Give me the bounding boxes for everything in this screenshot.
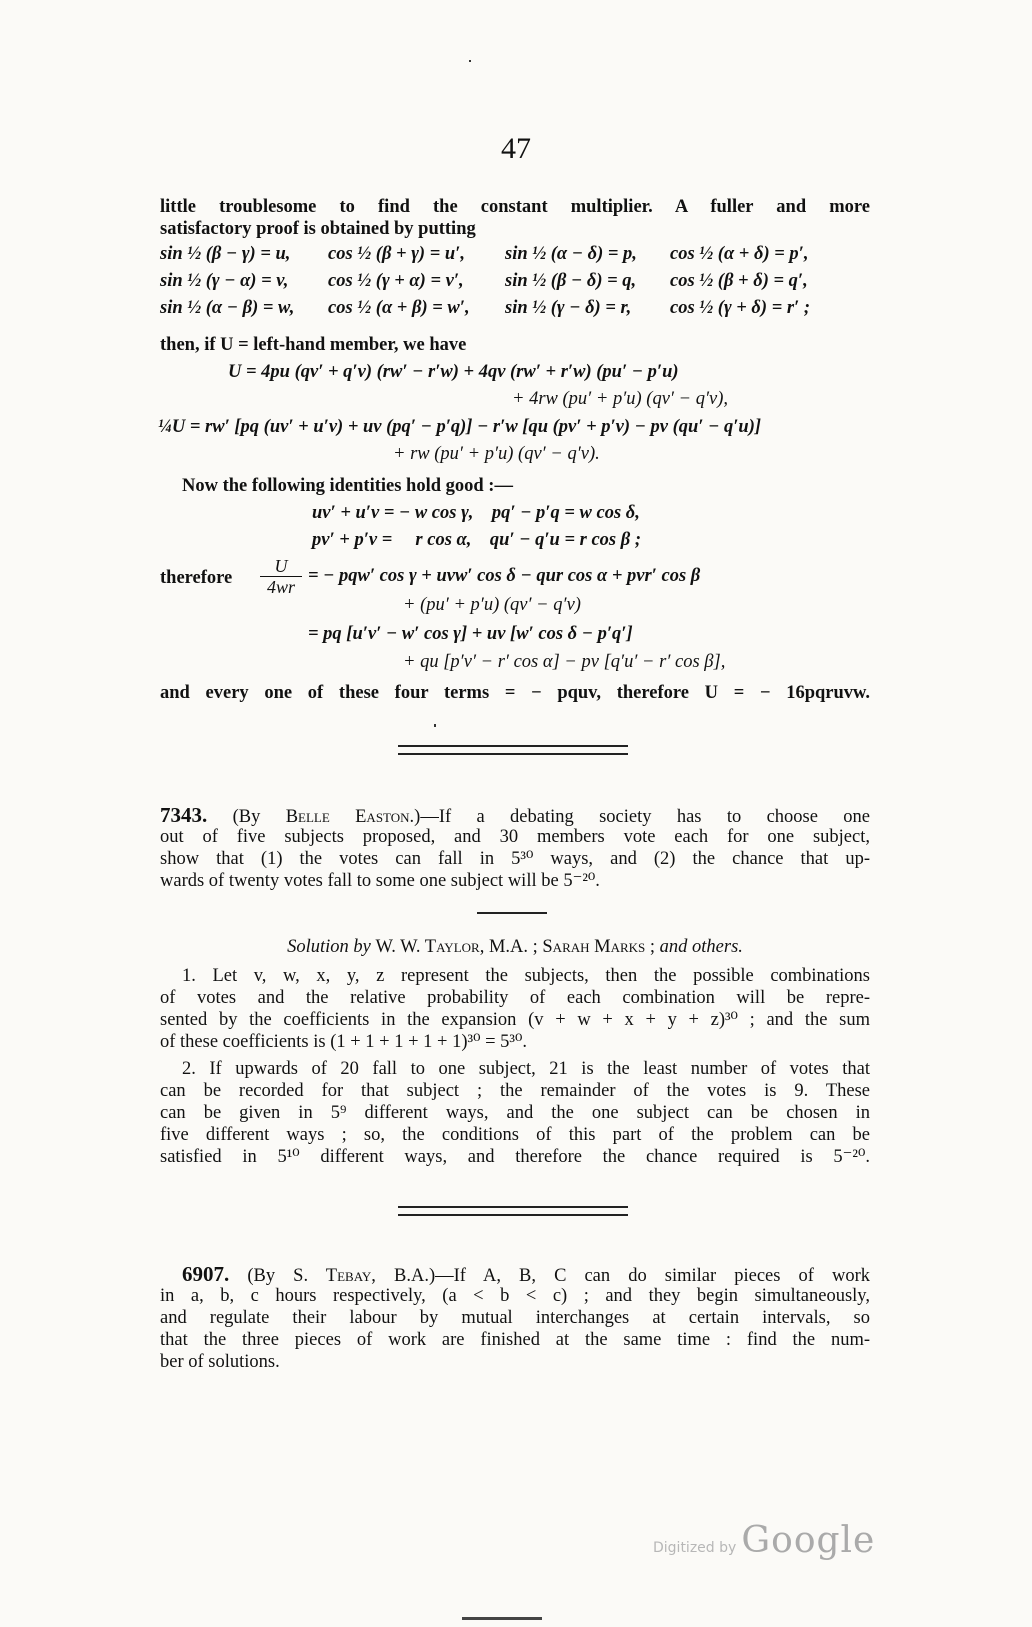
substitution-equations [160,244,880,325]
equation: cos ½ (α + δ) = p′, [670,244,809,264]
text-fragment: )—If A, B, C can do similar pieces of work [428,1266,871,1286]
equation: cos ½ (α + β) = w′, [328,298,470,318]
text-line: and every one of these four terms = − pquv, therefore U = − 16pqruvw. [160,683,870,703]
ink-speck [434,724,436,727]
equation: ¼U = rw′ [pq (uv′ + u′v) + uv (pq′ − p′q)] − r′w [qu (pv′ + p′v) − pv (qu′ − q′u)] [158,417,762,437]
text-fragment: .)—If a debating society has to choose one [409,807,870,827]
text-fragment: (By [232,807,286,827]
solution-part-1 [160,965,870,1053]
therefore-label: therefore [160,568,233,588]
page-edge-mark [462,1617,542,1620]
ink-speck [469,60,471,62]
google-watermark [653,1520,875,1561]
text-line: wards of twenty votes fall to some one subject will be 5⁻²⁰. [160,871,600,891]
question-7343 [160,804,870,892]
fraction [260,556,302,597]
equation: + (pu′ + p′u) (qv′ − q′v) [403,595,581,615]
equation: sin ½ (α − δ) = p, [505,244,637,264]
equation: + qu [p′v′ − r′ cos α] − pv [q′u′ − r′ cos β], [403,652,726,672]
solution-divider [477,912,547,914]
equation: sin ½ (γ − δ) = r, [505,298,632,318]
equation: pv′ + p′v = r cos α, qu′ − q′u = r cos β ; [312,530,641,550]
fraction-numerator: U [260,556,302,577]
equation: cos ½ (β + δ) = q′, [670,271,808,291]
watermark-text: Digitized by [653,1540,737,1556]
text-line: sented by the coefficients in the expansion (v + w + x + y + z)³⁰ ; and the sum [160,1010,870,1030]
solution-by-label: Solution by [287,937,371,957]
text-fragment: (By [247,1266,294,1286]
equation: cos ½ (γ + α) = v′, [328,271,464,291]
equation: sin ½ (α − β) = w, [160,298,295,318]
equation-row [160,271,880,298]
text-line: Now the following identities hold good :— [182,476,513,496]
text-line: that the three pieces of work are finished at the same time : find the num- [160,1330,870,1350]
equation: sin ½ (γ − α) = v, [160,271,289,291]
text-line: little troublesome to find the constant multiplier. A fuller and more [160,197,870,217]
text-line: and regulate their labour by mutual interchanges at certain intervals, so [160,1308,870,1328]
author-name: S. Tebay, B.A. [293,1266,429,1286]
equation: sin ½ (β − γ) = u, [160,244,291,264]
text-line: can be given in 5⁹ different ways, and the one subject can be chosen in [160,1103,870,1123]
and-others-label: and others. [659,937,743,957]
text-line: then, if U = left-hand member, we have [160,335,467,355]
intro-paragraph [160,196,870,240]
equation: U = 4pu (qv′ + q′v) (rw′ − r′w) + 4qv (rw′ + r′w) (pu′ − p′u) [228,362,679,382]
text-line: can be recorded for that subject ; the remainder of the votes is 9. These [160,1081,870,1101]
question-number: 6907. [182,1262,230,1286]
page-number: 47 [501,132,531,165]
equation: + 4rw (pu′ + p′u) (qv′ − q′v), [512,389,728,409]
equation: = − pqw′ cos γ + uvw′ cos δ − qur cos α + pvr′ cos β [308,566,701,586]
text-line [160,1263,870,1285]
text-line: 1. Let v, w, x, y, z represent the subjects, then the possible combinations [182,966,870,986]
fraction-denominator: 4wr [266,577,295,597]
text-line: of these coefficients is (1 + 1 + 1 + 1 + 1)³⁰ = 5³⁰. [160,1032,528,1052]
now-line [160,475,870,497]
question-number: 7343. [160,803,208,827]
question-6907 [160,1263,870,1373]
author-name: Belle Easton [285,807,410,827]
equation: sin ½ (β − δ) = q, [505,271,637,291]
text-line: show that (1) the votes can fall in 5³⁰ ways, and (2) the chance that up- [160,849,870,869]
solution-heading [160,936,870,958]
equation: cos ½ (β + γ) = u′, [328,244,465,264]
solver-names: W. W. Taylor, M.A. ; Sarah Marks ; [375,937,656,957]
then-line [160,334,870,356]
solution-part-2 [160,1058,870,1168]
google-logo: Google [741,1520,876,1561]
section-divider [398,1206,628,1216]
text-line [160,804,870,826]
equation-row [160,244,880,271]
text-line: of votes and the relative probability of each combination will be repre- [160,988,870,1008]
section-divider [398,745,628,755]
final-line [160,682,870,704]
text-line: out of five subjects proposed, and 30 members vote each for one subject, [160,827,870,847]
equation-row [160,298,880,325]
text-line: five different ways ; so, the conditions of this part of the problem can be [160,1125,870,1145]
equation: = pq [u′v′ − w′ cos γ] + uv [w′ cos δ − p′q′] [308,624,633,644]
text-line: in a, b, c hours respectively, (a < b < c) ; and they begin simultaneously, [160,1286,870,1306]
text-line: satisfactory proof is obtained by putting [160,219,476,239]
equation: uv′ + u′v = − w cos γ, pq′ − p′q = w cos δ, [312,503,640,523]
equation: + rw (pu′ + p′u) (qv′ − q′v). [393,444,600,464]
text-line: 2. If upwards of 20 fall to one subject, 21 is the least number of votes that [182,1059,870,1079]
text-line [160,936,870,958]
text-line: satisfied in 5¹⁰ different ways, and therefore the chance required is 5⁻²⁰. [160,1147,870,1167]
equation: cos ½ (γ + δ) = r′ ; [670,298,811,318]
text-line: ber of solutions. [160,1352,280,1372]
